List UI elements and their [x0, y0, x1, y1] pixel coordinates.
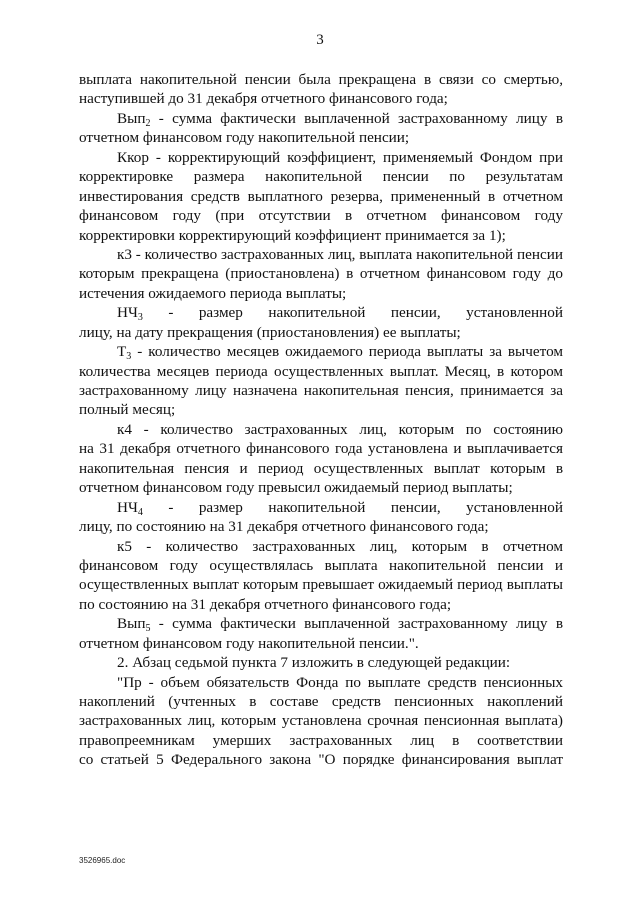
- text-line: на 31 декабря отчетного финансового года установлена и выплачивается: [79, 440, 563, 458]
- text-line: финансовом году (при отсутствии в отчетном финансовом году: [79, 207, 563, 225]
- line-text: - сумма фактически выплаченной застрахованному лицу в: [158, 109, 563, 127]
- text-line: наступившей до 31 декабря отчетного финансового года;: [79, 90, 448, 108]
- text-line: отчетном финансовом году накопительной пенсии;: [79, 129, 410, 147]
- symbol-subscript: 4: [137, 506, 143, 518]
- text-line: "Пр - объем обязательств Фонда по выплате средств пенсионных: [117, 673, 563, 691]
- text-line: по состоянию на 31 декабря отчетного финансового года;: [79, 595, 452, 613]
- document-body: [79, 70, 563, 770]
- text-line: финансовом году осуществлялась выплата накопительной пенсии и: [79, 556, 563, 574]
- text-line: отчетном финансовом году накопительной пенсии.".: [79, 634, 419, 652]
- text-line: 2. Абзац седьмой пункта 7 изложить в следующей редакции:: [117, 654, 511, 672]
- text-line: накоплений (учтенных в составе средств пенсионных накоплений: [79, 693, 563, 710]
- text-line: полный месяц;: [79, 401, 176, 419]
- symbol-name: Вып: [117, 109, 146, 127]
- text-line: [79, 498, 563, 517]
- symbol-subscript: 2: [145, 117, 151, 129]
- text-line: истечения ожидаемого периода выплаты;: [79, 284, 347, 302]
- text-line: накопительная пенсия и период осуществленных выплат которым в: [79, 459, 563, 477]
- text-line: [79, 342, 563, 361]
- text-line: отчетном финансовом году превысил ожидаемый период выплаты;: [79, 479, 513, 497]
- text-line: количества месяцев периода осуществленных выплат. Месяц, в котором: [79, 362, 563, 380]
- text-line: лицу, на дату прекращения (приостановления) ее выплаты;: [79, 323, 461, 341]
- symbol-name: НЧ: [117, 498, 138, 516]
- text-line: лицу, по состоянию на 31 декабря отчетного финансового года;: [79, 518, 489, 536]
- line-text: - размер накопительной пенсии, установленной: [168, 304, 563, 322]
- line-text: - количество месяцев ожидаемого периода выплаты за вычетом: [137, 343, 563, 361]
- page-number: 3: [316, 32, 324, 48]
- text-line: инвестирования средств выплатного резерва, примененный в отчетном: [79, 187, 563, 205]
- symbol-name: Вып: [117, 615, 146, 633]
- text-line: к5 - количество застрахованных лиц, которым в отчетном: [117, 537, 563, 555]
- text-line: [79, 614, 563, 633]
- text-line: к3 - количество застрахованных лиц, выплата накопительной пенсии: [117, 245, 563, 263]
- footer-filename: 3526965.doc: [79, 856, 126, 865]
- text-line: корректировке размера накопительной пенсии по результатам: [79, 168, 563, 186]
- text-line: со статьей 5 Федерального закона "О порядке финансирования выплат: [79, 751, 563, 769]
- symbol-name: НЧ: [117, 304, 138, 322]
- text-line: [79, 109, 563, 128]
- text-line: выплата накопительной пенсии была прекращена в связи со смертью,: [79, 71, 563, 88]
- symbol-name: Т: [117, 343, 127, 361]
- symbol-subscript: 3: [137, 312, 143, 323]
- text-line: которым прекращена (приостановлена) в отчетном финансовом году до: [79, 265, 563, 283]
- text-line: [79, 303, 563, 322]
- text-line: осуществленных выплат которым превышает ожидаемый период выплаты: [79, 576, 563, 594]
- text-line: к4 - количество застрахованных лиц, которым по состоянию: [117, 420, 563, 438]
- symbol-subscript: 5: [145, 623, 151, 634]
- line-text: - размер накопительной пенсии, установленной: [168, 498, 563, 516]
- line-text: - сумма фактически выплаченной застрахованному лицу в: [158, 615, 563, 633]
- text-line: правопреемникам умерших застрахованных лиц в соответствии: [79, 731, 563, 749]
- text-line: корректировки корректирующий коэффициент принимается за 1);: [79, 226, 506, 244]
- text-line: застрахованному лицу назначена накопительная пенсия, принимается за: [79, 382, 563, 399]
- text-line: застрахованных лиц, которым установлена срочная пенсионная выплата): [79, 712, 563, 730]
- text-line: Ккор - корректирующий коэффициент, применяемый Фондом при: [117, 148, 563, 166]
- symbol-subscript: 3: [126, 351, 132, 362]
